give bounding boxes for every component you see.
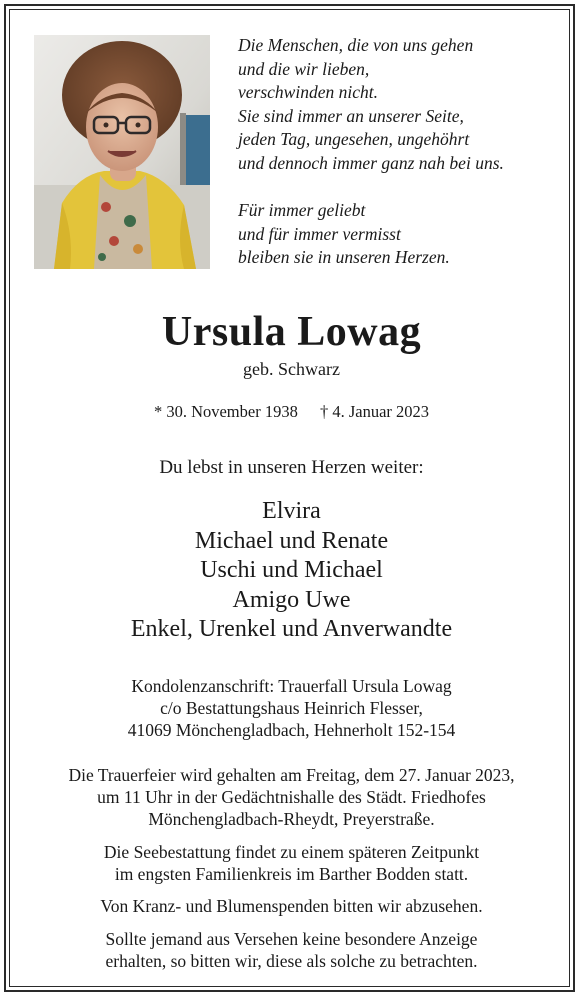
mourner-name: Amigo Uwe	[232, 586, 351, 613]
flowers-line: Von Kranz- und Blumenspenden bitten wir abzusehen.	[100, 896, 483, 916]
portrait-photo	[34, 35, 210, 269]
mourner-name: Elvira	[262, 498, 321, 524]
memorial-poem	[238, 34, 568, 270]
condolence-line: Kondolenzanschrift: Trauerfall Ursula Lowag	[131, 676, 452, 696]
poem-line: Sie sind immer an unserer Seite,	[238, 105, 464, 126]
stanza-gap	[238, 175, 568, 199]
ceremony-line: um 11 Uhr in der Gedächtnishalle des Städt. Friedhofes	[97, 787, 486, 807]
mourner-name: Uschi und Michael	[200, 557, 383, 583]
poem-line: Für immer geliebt	[238, 200, 366, 220]
mourner-name: Michael und Renate	[194, 527, 389, 554]
death-date: † 4. Januar 2023	[319, 402, 430, 421]
condolence-line: c/o Bestattungshaus Heinrich Flesser,	[160, 698, 423, 718]
mourner-name: Enkel, Urenkel und Anverwandte	[130, 616, 453, 642]
birth-name: geb. Schwarz	[243, 359, 340, 379]
notice-note	[0, 928, 583, 972]
condolence-line: 41069 Mönchengladbach, Hehnerholt 152-154	[127, 720, 456, 740]
condolence-address	[0, 675, 583, 741]
sea-burial-line: Die Seebestattung findet zu einem späteren Zeitpunkt	[103, 842, 480, 862]
mourners-list	[0, 497, 583, 645]
deceased-name: Ursula Lowag	[161, 309, 422, 355]
sea-burial-line: im engsten Familienkreis im Barther Bodden statt.	[114, 864, 469, 884]
notice-line: erhalten, so bitten wir, diese als solche zu betrachten.	[105, 951, 478, 971]
mourners-lead: Du lebst in unseren Herzen weiter:	[159, 457, 424, 478]
poem-line: verschwinden nicht.	[238, 82, 378, 102]
ceremony-line: Die Trauerfeier wird gehalten am Freitag, dem 27. Januar 2023,	[68, 765, 515, 785]
life-dates	[0, 402, 583, 422]
flowers-note	[0, 895, 583, 917]
ceremony-line: Mönchengladbach-Rheydt, Preyerstraße.	[148, 809, 435, 829]
poem-line: und die wir lieben,	[238, 58, 370, 79]
poem-line: jeden Tag, ungesehen, ungehöhrt	[238, 129, 470, 149]
poem-line: und für immer vermisst	[238, 223, 401, 244]
notice-line: Sollte jemand aus Versehen keine besondere Anzeige	[105, 929, 478, 949]
birth-date: * 30. November 1938	[153, 402, 298, 421]
poem-line: und dennoch immer ganz nah bei uns.	[238, 152, 504, 173]
poem-line: bleiben sie in unseren Herzen.	[238, 247, 450, 267]
sea-burial-info	[0, 841, 583, 885]
ceremony-info	[0, 764, 583, 830]
poem-line: Die Menschen, die von uns gehen	[238, 35, 474, 55]
